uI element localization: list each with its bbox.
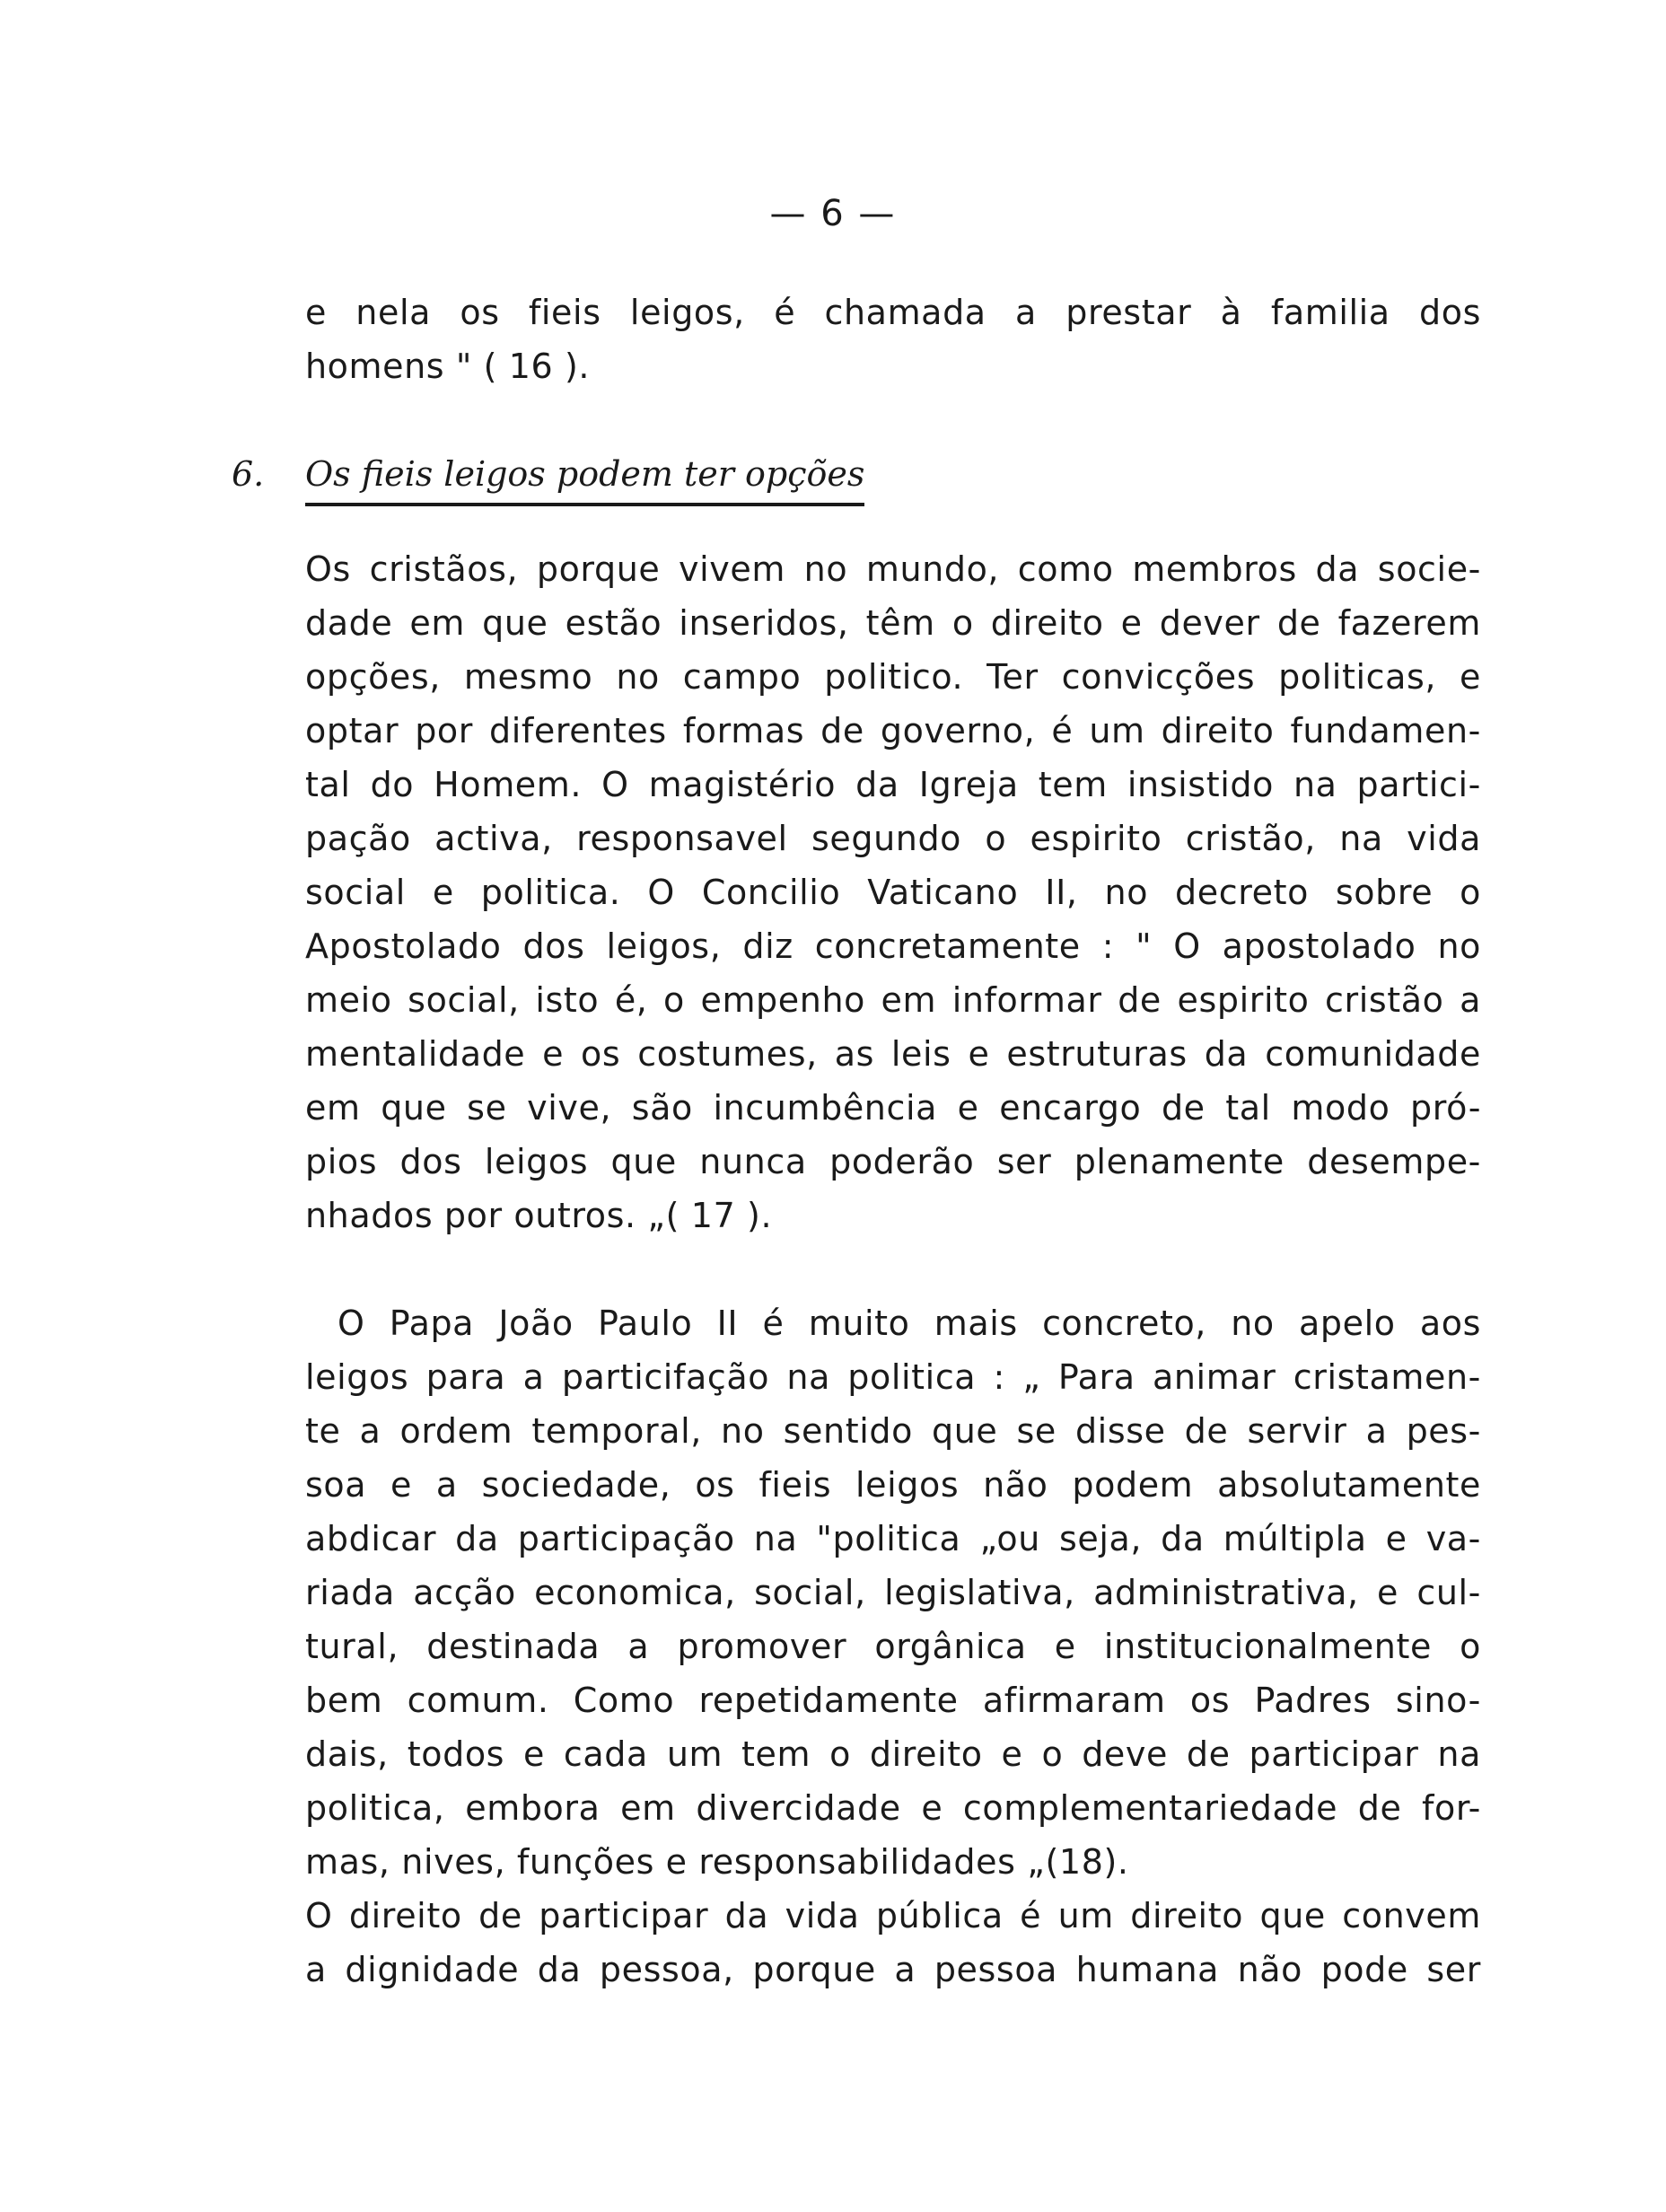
intro-line-2: homens " ( 16 ). (305, 347, 591, 386)
paragraph1-line-6: pação activa, responsavel segundo o espirito cristão, na vida (305, 819, 1481, 858)
paragraph3-line-2: a dignidade da pessoa, porque a pessoa humana não pode ser (305, 1950, 1481, 1989)
paragraph1-line-2: dade em que estão inseridos, têm o direito e dever de fazerem (305, 603, 1481, 643)
paragraph1-line-11: em que se vive, são incumbência e encargo de tal modo pró- (305, 1088, 1481, 1128)
paragraph2-line-6: riada acção economica, social, legislativa, administrativa, e cul- (305, 1573, 1481, 1612)
paragraph2-line-1: O Papa João Paulo II é muito mais concreto, no apelo aos (338, 1304, 1481, 1343)
paragraph1-line-5: tal do Homem. O magistério da Igreja tem insistido na partici- (305, 765, 1481, 804)
section-number: 6. (232, 454, 265, 494)
paragraph1-line-8: Apostolado dos leigos, diz concretamente : " O apostolado no (305, 926, 1481, 966)
paragraph2-line-5: abdicar da participação na "politica „ou seja, da múltipla e va- (305, 1519, 1481, 1558)
paragraph3-line-1: O direito de participar da vida pública é um direito que convem (305, 1896, 1481, 1936)
paragraph1-line-13: nhados por outros. „( 17 ). (305, 1196, 773, 1235)
page-number: — 6 — (769, 193, 897, 234)
paragraph2-line-9: dais, todos e cada um tem o direito e o deve de participar na (305, 1734, 1481, 1774)
paragraph1-line-1: Os cristãos, porque vivem no mundo, como membros da socie- (305, 549, 1481, 589)
paragraph2-line-7: tural, destinada a promover orgânica e institucionalmente o (305, 1627, 1481, 1666)
paragraph1-line-12: pios dos leigos que nunca poderão ser plenamente desempe- (305, 1142, 1481, 1181)
paragraph2-line-8: bem comum. Como repetidamente afirmaram os Padres sino- (305, 1681, 1481, 1720)
paragraph1-line-3: opções, mesmo no campo politico. Ter convicções politicas, e (305, 657, 1481, 697)
paragraph1-line-9: meio social, isto é, o empenho em informar de espirito cristão a (305, 980, 1481, 1020)
paragraph1-line-7: social e politica. O Concilio Vaticano II, no decreto sobre o (305, 873, 1481, 912)
paragraph2-line-2: leigos para a particifação na politica : „ Para animar cristamen- (305, 1357, 1481, 1397)
paragraph2-line-11: mas, nives, funções e responsabilidades „(18). (305, 1842, 1129, 1882)
paragraph2-line-3: te a ordem temporal, no sentido que se disse de servir a pes- (305, 1411, 1481, 1451)
paragraph2-line-10: politica, embora em divercidade e complementariedade de for- (305, 1788, 1481, 1828)
section-heading: Os fieis leigos podem ter opções (305, 447, 864, 506)
paragraph2-line-4: soa e a sociedade, os fieis leigos não podem absolutamente (305, 1465, 1481, 1505)
paragraph1-line-10: mentalidade e os costumes, as leis e estruturas da comunidade (305, 1034, 1481, 1074)
paragraph1-line-4: optar por diferentes formas de governo, é um direito fundamen- (305, 711, 1481, 750)
intro-line-1: e nela os fieis leigos, é chamada a prestar à familia dos (305, 293, 1481, 332)
